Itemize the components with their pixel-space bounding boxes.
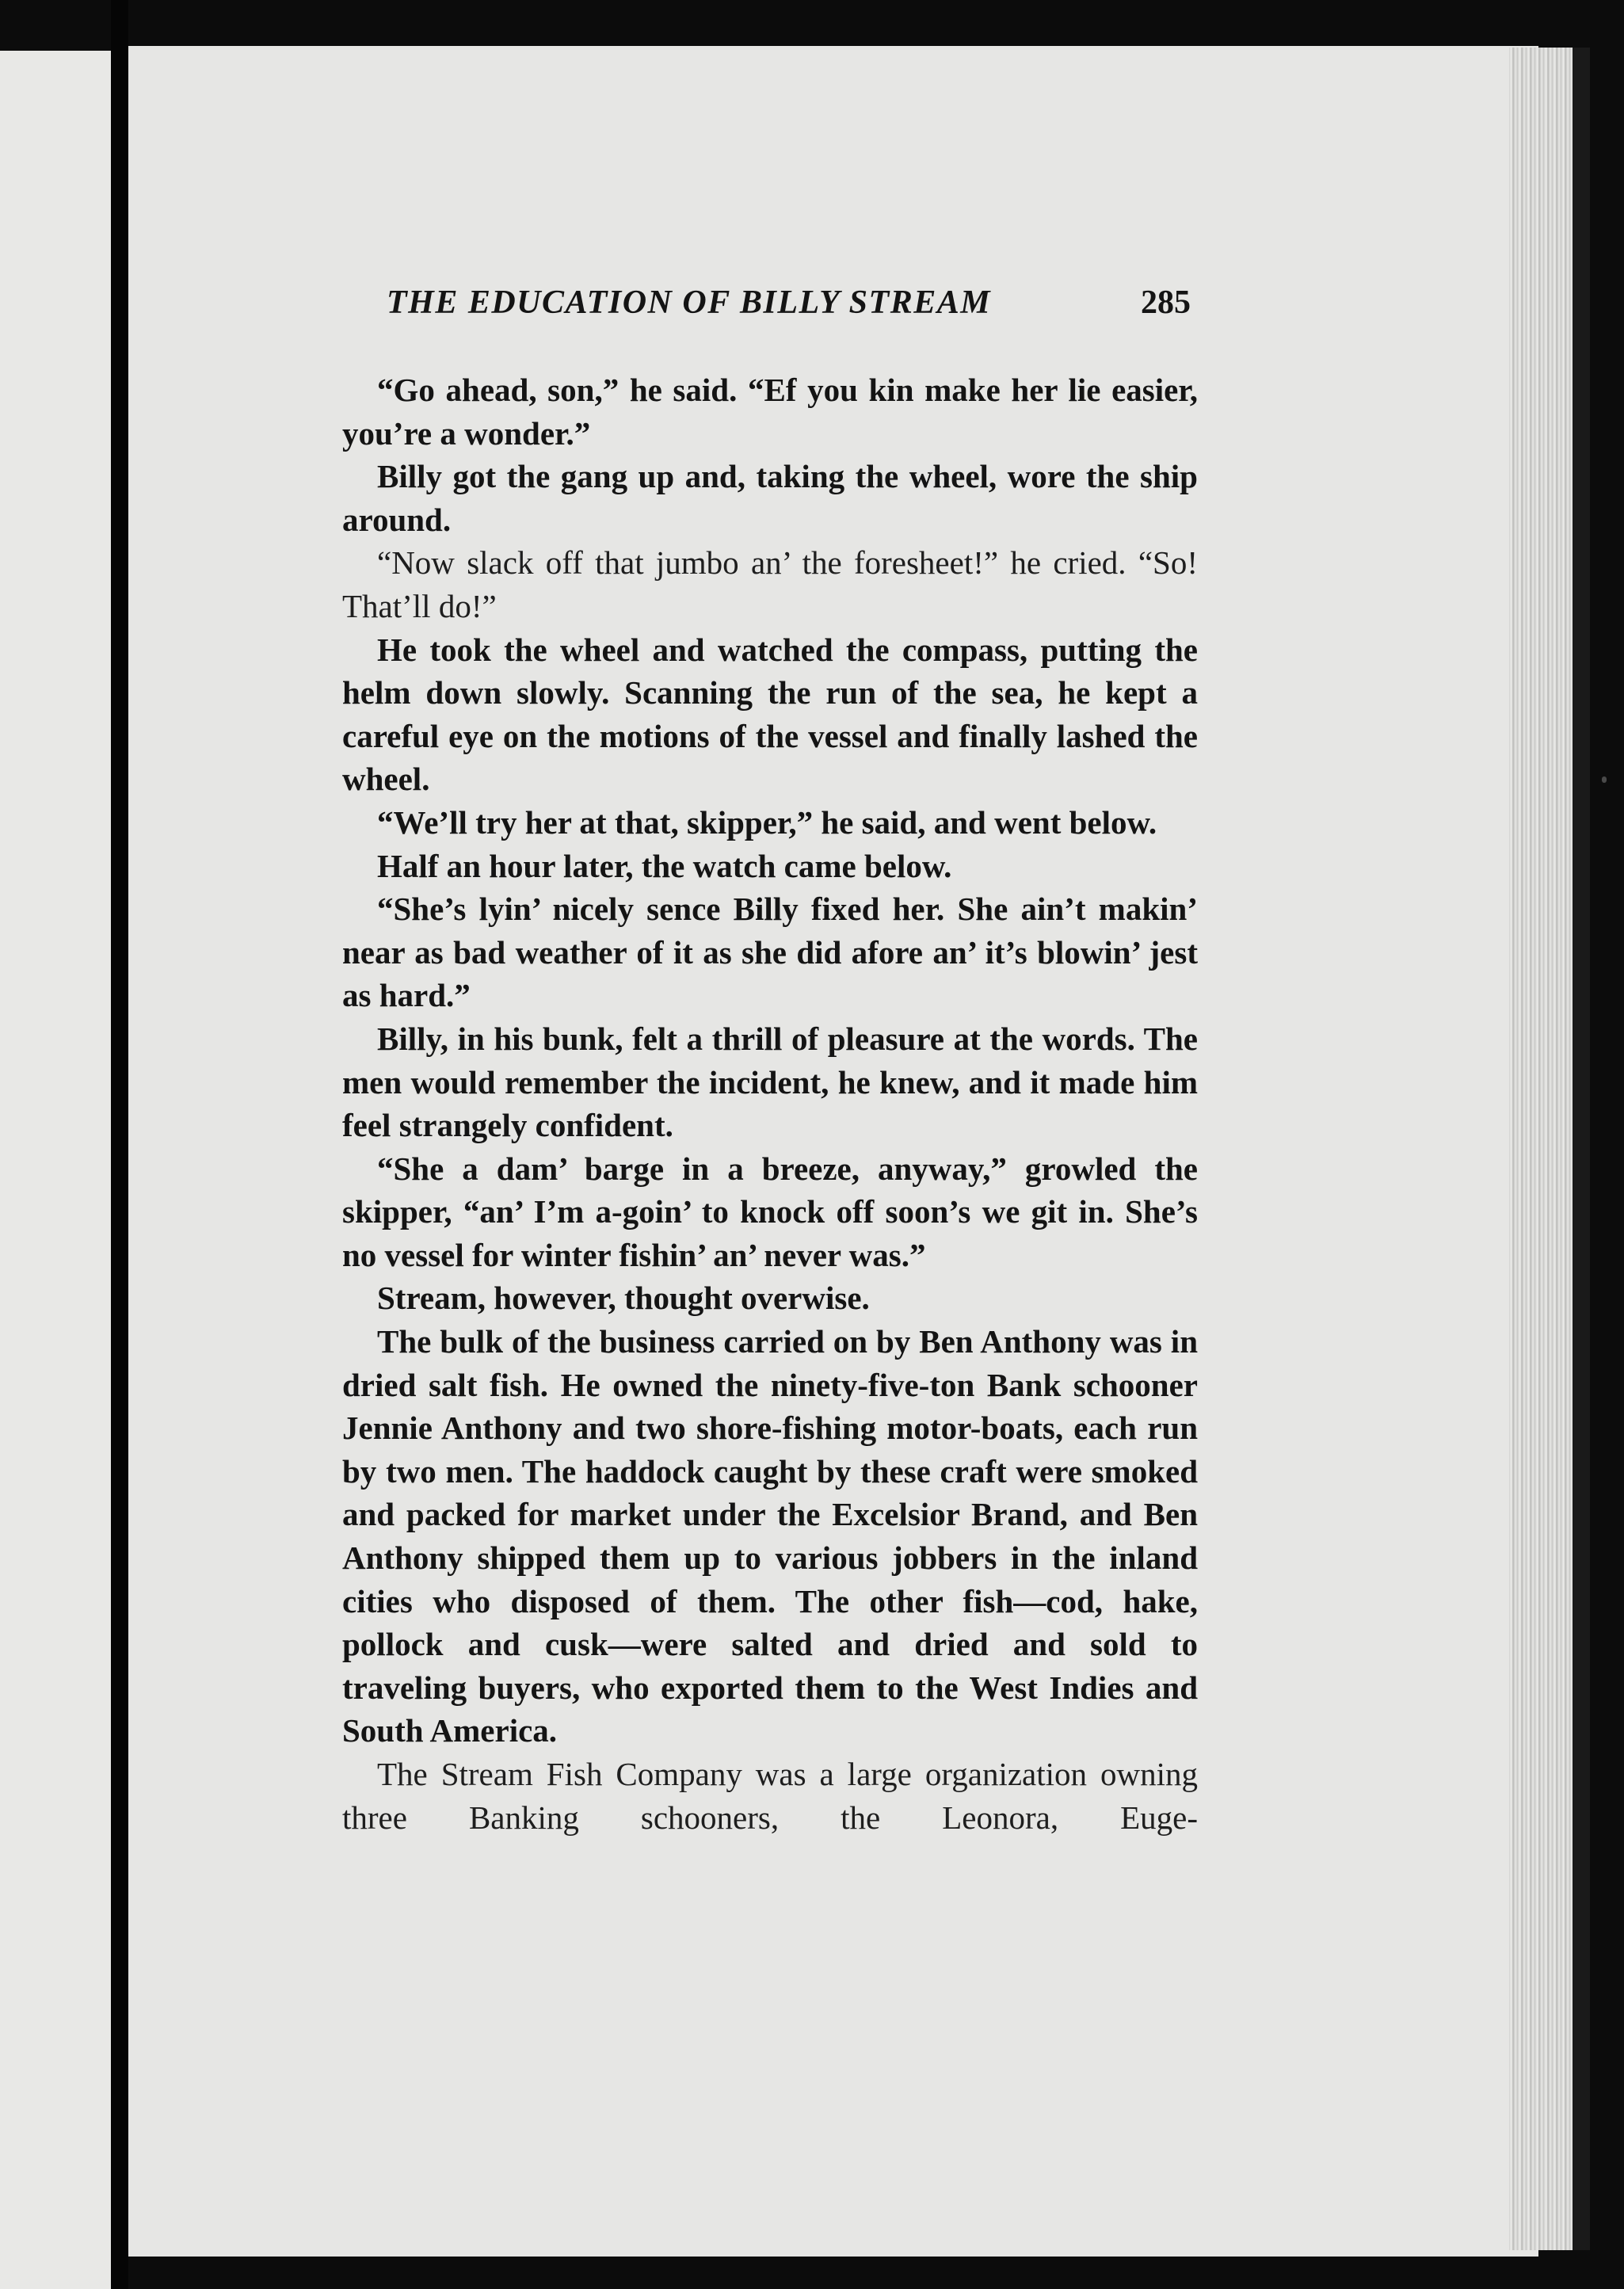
- facing-page-edge: [0, 51, 111, 2289]
- paragraph: “We’ll try her at that, skipper,” he said, and went below.: [377, 803, 1157, 841]
- paragraph: Half an hour later, the watch came below.: [377, 847, 952, 884]
- cover-edge: [1573, 48, 1590, 2250]
- paragraph: Billy, in his bunk, felt a thrill of pleasure at the words. The men would remember the incident, he knew, and it made him feel strangely confident.: [342, 1020, 1198, 1144]
- paragraph: “She a dam’ barge in a breeze, anyway,” growled the skipper, “an’ I’m a-goin’ to knock off soon’s we git in. She’s no vessel for winter fishin’ an’ never was.”: [342, 1150, 1198, 1273]
- paragraph: He took the wheel and watched the compass, putting the helm down slowly. Scanning the run of the sea, he kept a careful eye on the motions of the vessel and finally lashed the wheel.: [342, 631, 1198, 798]
- paragraph: “She’s lyin’ nicely sence Billy fixed her. She ain’t makin’ near as bad weather of it as she did afore an’ it’s blowin’ jest as hard.”: [342, 891, 1198, 1014]
- page-header: [387, 284, 1191, 331]
- paragraph: “Go ahead, son,” he said. “Ef you kin make her lie easier, you’re a wonder.”: [342, 372, 1198, 452]
- paragraph: Stream, however, thought overwise.: [377, 1280, 870, 1317]
- page-stack-edges: [1509, 48, 1573, 2250]
- paragraph: “Now slack off that jumbo an’ the foresheet!” he cried. “So! That’ll do!”: [342, 544, 1198, 624]
- paragraph: The Stream Fish Company was a large organization owning three Banking schooners, the Leonora, Euge-: [342, 1756, 1198, 1836]
- body-text: [342, 368, 1198, 1839]
- paragraph: Billy got the gang up and, taking the wheel, wore the ship around.: [342, 458, 1198, 538]
- running-title: THE EDUCATION OF BILLY STREAM: [387, 284, 992, 321]
- paragraph: The bulk of the business carried on by Ben Anthony was in dried salt fish. He owned the ninety-five-ton Bank schooner Jennie Anthony and two shore-fishing motor-boats, each run by two men. The haddock caught by these craft were smoked and packed for market under the Excelsior Brand, and Ben Anthony shipped them up to various jobbers in the inland cities who disposed of them. The other fish—cod, hake, pollock and cusk—were salted and dried and sold to traveling buyers, who exported them to the West Indies and South America.: [342, 1323, 1198, 1749]
- scan-speck: [1602, 776, 1607, 783]
- book-gutter: [111, 0, 128, 2289]
- page-number: 285: [1141, 284, 1191, 321]
